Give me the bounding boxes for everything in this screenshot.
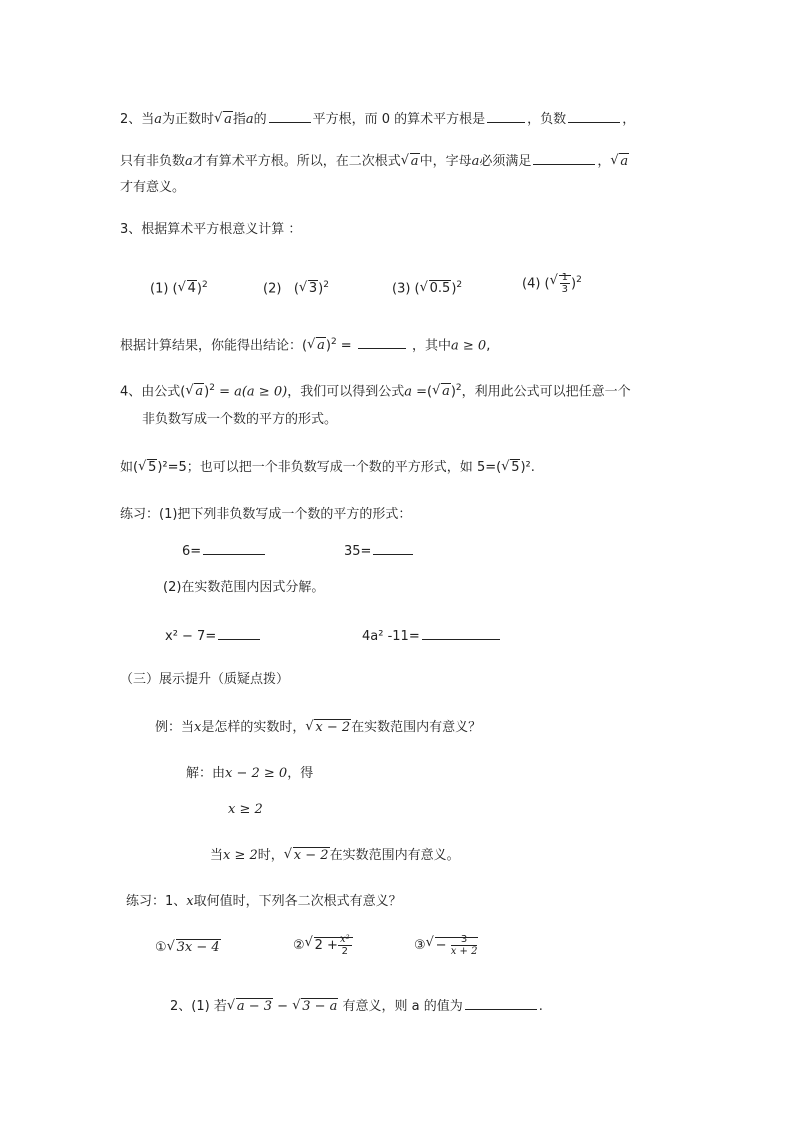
sqrt-a: √ a — [401, 152, 420, 172]
solution-3 — [210, 846, 460, 866]
text: 4、由公式 — [120, 384, 181, 400]
blank[interactable] — [487, 108, 525, 123]
blank[interactable] — [358, 334, 406, 349]
label: ② — [293, 938, 305, 953]
text: 时， — [257, 848, 284, 863]
text: 2 + — [314, 938, 338, 953]
s4-line2: 非负数写成一个数的平方的形式。 — [142, 412, 338, 427]
text: 练习：1、 — [126, 894, 187, 909]
text: ，负数 — [527, 112, 567, 127]
blank[interactable] — [218, 625, 260, 640]
label: ③ — [414, 938, 426, 953]
numerator: 3 — [451, 934, 478, 946]
blank[interactable] — [465, 995, 537, 1010]
label: (3) — [392, 281, 411, 297]
blank[interactable] — [373, 540, 413, 555]
s3-item1: (1) (√ 4)$^2$ — [150, 275, 208, 299]
text: 当 — [210, 848, 224, 863]
text: 才有算术平方根。所以，在二次根式 — [192, 154, 401, 169]
sqrt-a: √ a — [214, 110, 233, 130]
practice1-q3 — [165, 625, 262, 647]
radicand: 5 — [148, 460, 157, 475]
var-a: a — [245, 112, 254, 127]
radicand: 3x − 4 — [176, 940, 220, 955]
blank[interactable] — [203, 540, 265, 555]
label: (4) — [522, 276, 541, 292]
formula: = a(a ≥ 0) — [219, 384, 288, 400]
text: 是怎样的实数时， — [201, 720, 306, 735]
radicand: 0.5 — [429, 281, 451, 297]
formula: a = — [404, 384, 427, 400]
s2-line3: 才有意义。 — [120, 180, 186, 195]
s3-item2: (2) (√ 3)$^2$ — [263, 275, 329, 299]
text: )². — [520, 460, 535, 475]
radicand: 5 — [511, 460, 520, 475]
text: 必须满足 — [479, 154, 532, 169]
solution-2: x ≥ 2 — [228, 802, 263, 817]
text: )²=5；也可以把一个非负数写成一个数的平方形式，如 5=( — [157, 460, 502, 475]
condition: a ≥ 0 — [451, 338, 487, 354]
blank[interactable] — [568, 108, 620, 123]
label: (1) — [150, 281, 169, 297]
text: ， — [597, 154, 611, 169]
radicand: x − 2 — [315, 720, 351, 735]
s2-line1 — [120, 108, 635, 130]
text: 在实数范围内有意义。 — [329, 848, 460, 863]
text: 为正数时 — [162, 112, 215, 127]
text: 2、(1) 若 — [170, 999, 227, 1014]
section-three-title: （三）展示提升（质疑点拨） — [120, 672, 290, 687]
practice2-q2: 2、(1) 若√ a − 3 − √ 3 − a 有意义，则 a 的值为 . — [170, 995, 543, 1017]
blank[interactable] — [269, 108, 311, 123]
text: 有意义，则 a 的值为 — [342, 999, 463, 1014]
text: ，得 — [287, 766, 314, 781]
practice1-q4 — [362, 625, 502, 647]
var-a: a — [154, 112, 163, 127]
practice2-c3: ③√ − $\frac{3}{x + 2}$ — [414, 934, 478, 957]
text: 2、当 — [120, 112, 155, 127]
denominator: 2 — [341, 946, 348, 957]
text: 指 — [232, 112, 246, 127]
text: x² − 7= — [165, 629, 217, 644]
example: 例：当x是怎样的实数时，√ x − 2在实数范围内有意义？ — [155, 718, 481, 738]
practice1-q1 — [182, 540, 267, 562]
text: . — [538, 999, 543, 1014]
text: 例：当 — [155, 720, 195, 735]
radicand: 3 − a — [302, 999, 338, 1014]
text: 中，字母 — [419, 154, 472, 169]
numerator: √ 1 — [561, 272, 569, 284]
label: (2) — [263, 281, 282, 297]
practice2-c2 — [293, 934, 353, 957]
text: 取何值时，下列各二次根式有意义？ — [193, 894, 402, 909]
practice1-title: 练习：(1)把下列非负数写成一个数的平方的形式： — [120, 507, 412, 522]
s3-title: 3、根据算术平方根意义计算 ： — [120, 222, 302, 237]
s3-item3: (3) (√ 0.5)$^2$ — [392, 275, 462, 299]
practice2-c1 — [155, 938, 221, 958]
radicand: x − 2 — [293, 848, 329, 863]
text: 只有非负数 — [120, 154, 186, 169]
text: ，其中 — [411, 338, 451, 354]
text: , — [486, 338, 491, 354]
s2-line2: 只有非负数a才有算术平方根。所以，在二次根式√ a中，字母a必须满足 ，√ a — [120, 150, 629, 172]
radicand: a − 3 — [236, 999, 273, 1014]
text: 解：由 — [186, 766, 226, 781]
sqrt-a: √ a — [610, 152, 629, 172]
text: 在实数范围内有意义？ — [351, 720, 482, 735]
s3-item4: (4) ( √ $\frac{1}{3}$ )$^2$ — [522, 270, 582, 295]
text: 4a² -11= — [362, 629, 420, 644]
blank[interactable] — [422, 625, 500, 640]
s4-example — [120, 458, 535, 478]
s4-line1: 4、由公式(√ a)$^2$ = a(a ≥ 0)，我们可以得到公式a =(√ a)$^2$，利用此公式可以把任意一个 — [120, 378, 631, 402]
text: ， — [622, 112, 636, 127]
formula: x ≥ 2 — [223, 848, 258, 863]
practice2-title: 练习：1、x取何值时，下列各二次根式有意义？ — [126, 894, 402, 909]
text: ，我们可以得到公式 — [287, 384, 405, 400]
text: 平方根，而 0 的算术平方根是 — [312, 112, 486, 127]
text: 6= — [182, 544, 202, 559]
text: 如( — [120, 460, 139, 475]
text: 根据计算结果，你能得出结论： — [120, 338, 303, 354]
practice1-sub2: (2)在实数范围内因式分解。 — [163, 580, 325, 595]
practice1-q2 — [344, 540, 415, 562]
text: ，利用此公式可以把任意一个 — [461, 384, 631, 400]
solution-1 — [186, 764, 313, 784]
numerator: x² — [339, 934, 350, 945]
label: ① — [155, 940, 167, 955]
radicand: 3 — [308, 281, 318, 297]
text: 35= — [344, 544, 372, 559]
s3-conclusion: 根据计算结果，你能得出结论：(√ a)$^2$ = ，其中a ≥ 0, — [120, 332, 490, 356]
radicand: 4 — [187, 281, 196, 297]
denominator: 3 — [561, 284, 569, 296]
blank[interactable] — [533, 150, 595, 165]
text: 的 — [253, 112, 267, 127]
denominator: x + 2 — [450, 946, 478, 957]
formula: x − 2 ≥ 0 — [225, 766, 288, 781]
